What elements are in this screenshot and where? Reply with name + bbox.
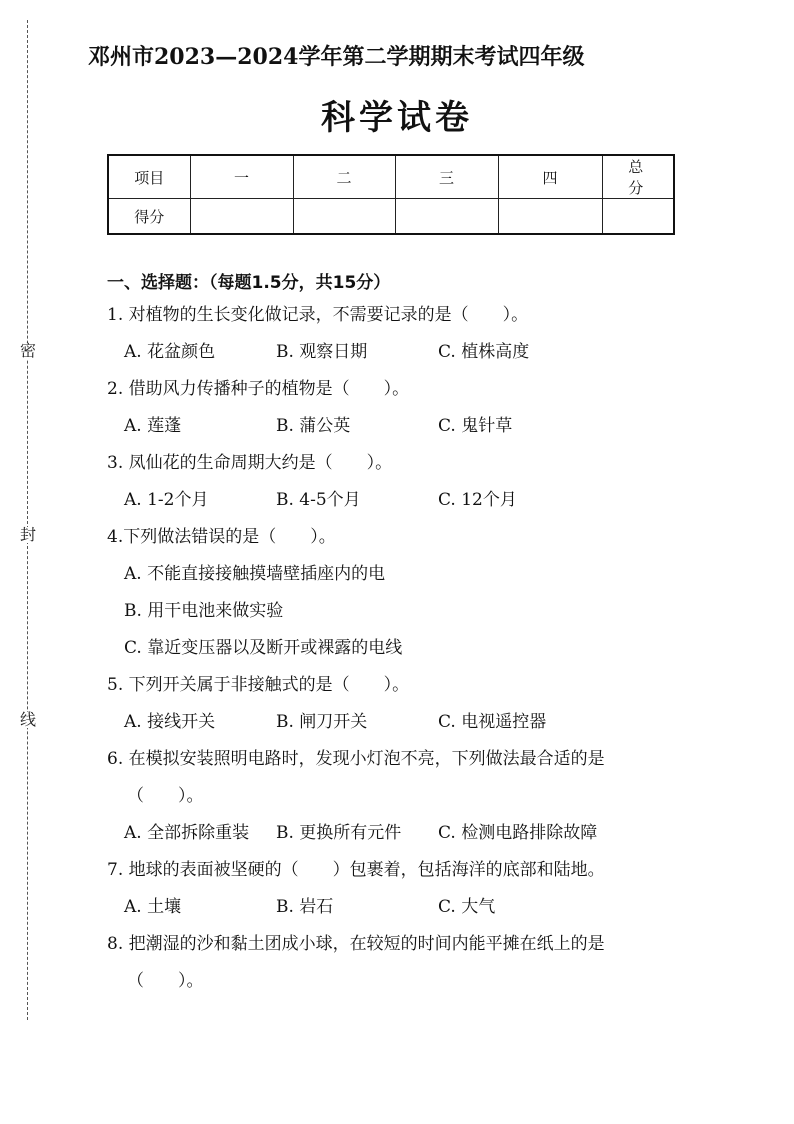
- option-a: A. 1-2个月: [124, 490, 209, 510]
- option-a: A. 全部拆除重装: [124, 823, 250, 843]
- option-b: B. 闸刀开关: [276, 712, 368, 732]
- option-b: B. 更换所有元件: [276, 823, 402, 843]
- binding-dashed-line: [27, 20, 28, 1020]
- exam-header: 邓州市2023—2024学年第二学期期末考试四年级: [88, 44, 585, 70]
- option-row: [107, 487, 687, 513]
- score-table: [107, 154, 675, 235]
- seal-char-mi: 密: [20, 341, 37, 360]
- option-a: A. 花盆颜色: [124, 342, 216, 362]
- score-cell-part3: 三: [395, 155, 498, 199]
- question-text: 8. 把潮湿的沙和黏土团成小球，在较短的时间内能平摊在纸上的是: [107, 934, 605, 954]
- option-b: B. 蒲公英: [276, 416, 351, 436]
- option-a: A. 不能直接接触摸墙壁插座内的电: [124, 564, 386, 584]
- score-cell-part2: 二: [293, 155, 395, 199]
- question-list: [107, 302, 687, 1005]
- option-row: [107, 820, 687, 846]
- section-title: 一、选择题：（每题1.5分，共15分）: [107, 273, 391, 293]
- score-input-part2[interactable]: [293, 199, 395, 235]
- question-text: 6. 在模拟安装照明电路时，发现小灯泡不亮，下列做法最合适的是: [107, 749, 605, 769]
- option-b: B. 用干电池来做实验: [124, 601, 284, 621]
- score-input-total[interactable]: [602, 199, 674, 235]
- score-cell-item: 项目: [108, 155, 190, 199]
- seal-char-xian: 线: [20, 710, 37, 729]
- option-b: B. 观察日期: [276, 342, 368, 362]
- score-table-score-row: [108, 199, 674, 235]
- seal-char-feng: 封: [20, 525, 37, 544]
- option-c: C. 靠近变压器以及断开或裸露的电线: [124, 638, 403, 658]
- option-row: [107, 413, 687, 439]
- score-cell-part4: 四: [498, 155, 602, 199]
- score-table-header-row: [108, 155, 674, 199]
- score-input-part3[interactable]: [395, 199, 498, 235]
- score-input-part4[interactable]: [498, 199, 602, 235]
- score-input-part1[interactable]: [190, 199, 293, 235]
- option-c: C. 12个月: [438, 490, 517, 510]
- option-row: [107, 709, 687, 735]
- option-a: A. 土壤: [124, 897, 182, 917]
- option-c: C. 大气: [438, 897, 496, 917]
- question-text: 4.下列做法错误的是（ ）。: [107, 527, 336, 547]
- score-cell-label: 得分: [108, 199, 190, 235]
- option-a: A. 接线开关: [124, 712, 216, 732]
- option-b: B. 岩石: [276, 897, 334, 917]
- question-text-continued: （ ）。: [127, 971, 204, 991]
- page-title: 科学试卷: [321, 98, 473, 138]
- option-row: [107, 339, 687, 365]
- option-c: C. 植株高度: [438, 342, 530, 362]
- option-c: C. 电视遥控器: [438, 712, 547, 732]
- question-text-continued: （ ）。: [127, 786, 204, 806]
- option-b: B. 4-5个月: [276, 490, 361, 510]
- question-text: 7. 地球的表面被坚硬的（ ）包裹着，包括海洋的底部和陆地。: [107, 860, 605, 880]
- question-text: 1. 对植物的生长变化做记录，不需要记录的是（ ）。: [107, 305, 529, 325]
- score-cell-part1: 一: [190, 155, 293, 199]
- score-cell-total: 总分: [602, 155, 674, 199]
- question-text: 5. 下列开关属于非接触式的是（ ）。: [107, 675, 410, 695]
- question-text: 2. 借助风力传播种子的植物是（ ）。: [107, 379, 410, 399]
- option-c: C. 鬼针草: [438, 416, 513, 436]
- question-text: 3. 凤仙花的生命周期大约是（ ）。: [107, 453, 393, 473]
- option-c: C. 检测电路排除故障: [438, 823, 598, 843]
- option-row: [107, 894, 687, 920]
- option-a: A. 莲蓬: [124, 416, 182, 436]
